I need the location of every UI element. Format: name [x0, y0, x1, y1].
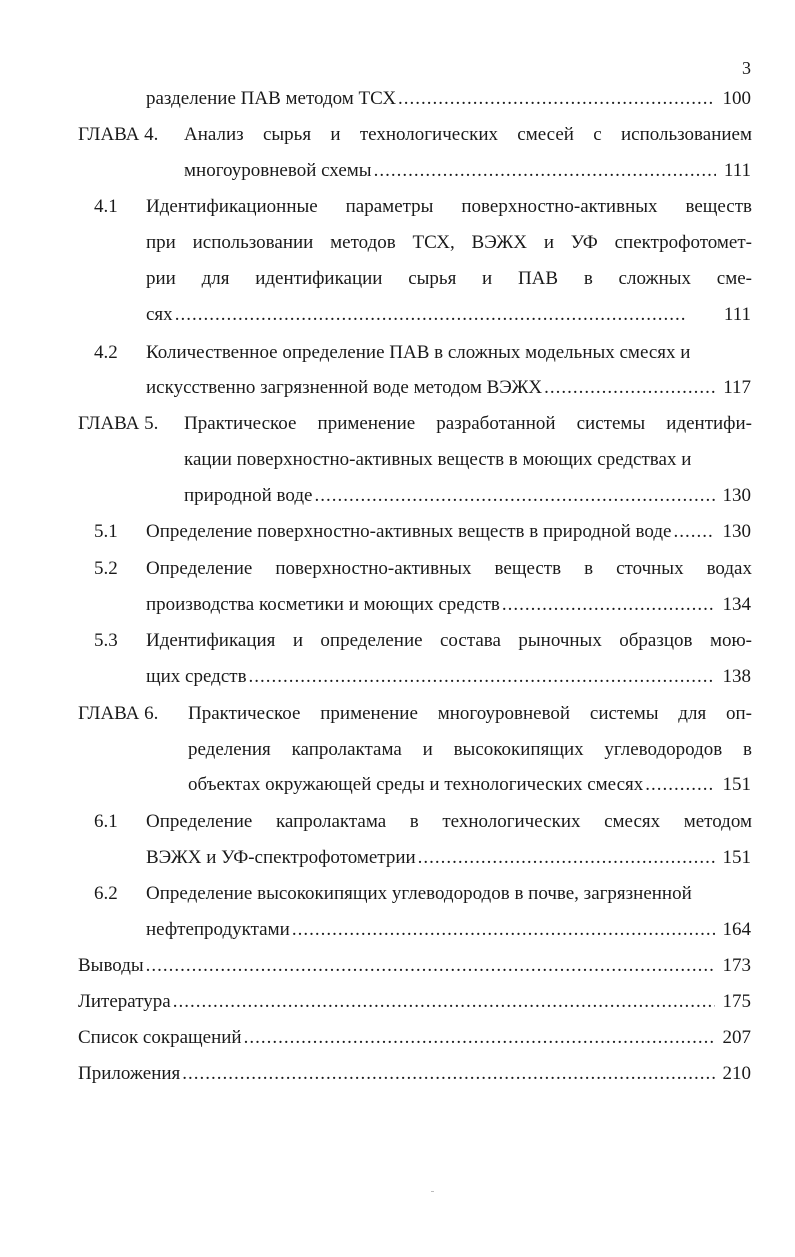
toc-entry-section-4-2[interactable]: [146, 375, 751, 401]
section-title-line[interactable]: рии для идентификации сырья и ПАВ в сложных сме-: [146, 268, 752, 289]
dot-leader: [372, 158, 716, 184]
toc-page-number: 207: [722, 1027, 751, 1048]
section-number: 5.3: [94, 630, 118, 651]
dot-leader: [180, 1061, 714, 1087]
toc-entry-text: природной воде: [184, 485, 313, 506]
dot-leader: [643, 772, 714, 798]
toc-page-number: 100: [722, 88, 751, 109]
toc-entry-text: многоуровневой схемы: [184, 160, 372, 181]
chapter-title-line[interactable]: Практическое применение многоуровневой системы для оп-: [188, 703, 752, 724]
dot-leader: [247, 664, 715, 690]
section-number: 6.1: [94, 811, 118, 832]
dot-leader: [171, 989, 715, 1015]
toc-entry-text: разделение ПАВ методом ТСХ: [146, 88, 397, 109]
chapter-label: ГЛАВА 4.: [78, 124, 159, 145]
dot-leader: [671, 519, 714, 545]
toc-entry-text: сях: [146, 304, 173, 325]
section-number: 4.1: [94, 196, 118, 217]
toc-entry-text: Выводы: [78, 955, 144, 976]
toc-entry-text: ВЭЖХ и УФ-спектрофотометрии: [146, 847, 416, 868]
dot-leader: [312, 483, 714, 509]
chapter-title-line[interactable]: Анализ сырья и технологических смесей с использованием: [184, 124, 752, 145]
dot-leader: [173, 302, 686, 328]
toc-entry-chapter5[interactable]: [184, 483, 751, 509]
section-title-line[interactable]: Определение поверхностно-активных веществ в сточных водах: [146, 558, 752, 579]
toc-entry-text: Определение поверхностно-активных веществ в природной воде: [146, 521, 672, 542]
toc-entry-section-6-2[interactable]: [146, 917, 751, 943]
page-number: 3: [742, 58, 751, 78]
toc-page-number: 151: [722, 774, 751, 795]
toc-entry-conclusions[interactable]: [78, 953, 751, 979]
toc-entry-references[interactable]: [78, 989, 751, 1015]
dot-leader: [290, 917, 715, 943]
toc-entry-text: производства косметики и моющих средств: [146, 594, 500, 615]
toc-page-number: 130: [722, 521, 751, 542]
toc-entry-appendices[interactable]: [78, 1061, 751, 1087]
chapter-label: ГЛАВА 5.: [78, 413, 159, 434]
toc-page-number: 210: [722, 1063, 751, 1084]
toc-entry-text: нефтепродуктами: [146, 919, 290, 940]
toc-page-number: 130: [722, 485, 751, 506]
toc-entry-section-6-1[interactable]: [146, 845, 751, 871]
section-title-line[interactable]: Идентификационные параметры поверхностно-активных веществ: [146, 196, 752, 217]
dot-leader: [242, 1025, 715, 1051]
section-title-line[interactable]: при использовании методов ТСХ, ВЭЖХ и УФ спектрофотомет-: [146, 232, 752, 253]
toc-page-number: 111: [723, 304, 751, 325]
toc-entry-text: Литература: [78, 991, 171, 1012]
toc-page-number: 117: [723, 377, 751, 398]
toc-entry-chapter4[interactable]: [184, 158, 751, 184]
section-title-line[interactable]: Определение капролактама в технологических смесях методом: [146, 811, 752, 832]
toc-entry-text: искусственно загрязненной воде методом ВЭЖХ: [146, 377, 543, 398]
toc-entry-section-5-3[interactable]: [146, 664, 751, 690]
toc-entry-section-5-1[interactable]: [146, 519, 751, 545]
section-title-line[interactable]: Идентификация и определение состава рыночных образцов мою-: [146, 630, 752, 651]
toc-entry-text: Приложения: [78, 1063, 181, 1084]
chapter-title-line[interactable]: кации поверхностно-активных веществ в моющих средствах и: [184, 449, 692, 470]
section-number: 5.2: [94, 558, 118, 579]
toc-entry-section-5-2[interactable]: [146, 592, 751, 618]
section-number: 4.2: [94, 342, 118, 363]
dot-leader: [416, 845, 715, 871]
toc-entry-text: объектах окружающей среды и технологических смесях: [188, 774, 644, 795]
section-number: 5.1: [94, 521, 118, 542]
toc-page-number: 175: [722, 991, 751, 1012]
toc-page-number: 173: [722, 955, 751, 976]
toc-entry-abbreviations[interactable]: [78, 1025, 751, 1051]
dot-leader: [542, 375, 715, 401]
toc-page-number: 134: [722, 594, 751, 615]
toc-page-number: 111: [723, 160, 751, 181]
toc-page-number: 138: [722, 666, 751, 687]
toc-entry-continuation[interactable]: [146, 86, 751, 112]
section-title-line[interactable]: Количественное определение ПАВ в сложных модельных смесях и: [146, 342, 691, 363]
toc-entry-section-4-1[interactable]: [146, 302, 751, 328]
toc-page-number: 151: [722, 847, 751, 868]
toc-page-number: 164: [722, 919, 751, 940]
dot-leader: [500, 592, 715, 618]
section-number: 6.2: [94, 883, 118, 904]
section-title-line[interactable]: Определение высококипящих углеводородов в почве, загрязненной: [146, 883, 692, 904]
toc-entry-chapter6[interactable]: [188, 772, 751, 798]
toc-entry-text: Список сокращений: [78, 1027, 242, 1048]
toc-entry-text: щих средств: [146, 666, 247, 687]
dot-leader: [144, 953, 715, 979]
dot-leader: [396, 86, 714, 112]
chapter-label: ГЛАВА 6.: [78, 703, 159, 724]
chapter-title-line[interactable]: ределения капролактама и высококипящих углеводородов в: [188, 739, 752, 760]
chapter-title-line[interactable]: Практическое применение разработанной системы идентифи-: [184, 413, 752, 434]
scan-speck: [431, 1191, 434, 1192]
